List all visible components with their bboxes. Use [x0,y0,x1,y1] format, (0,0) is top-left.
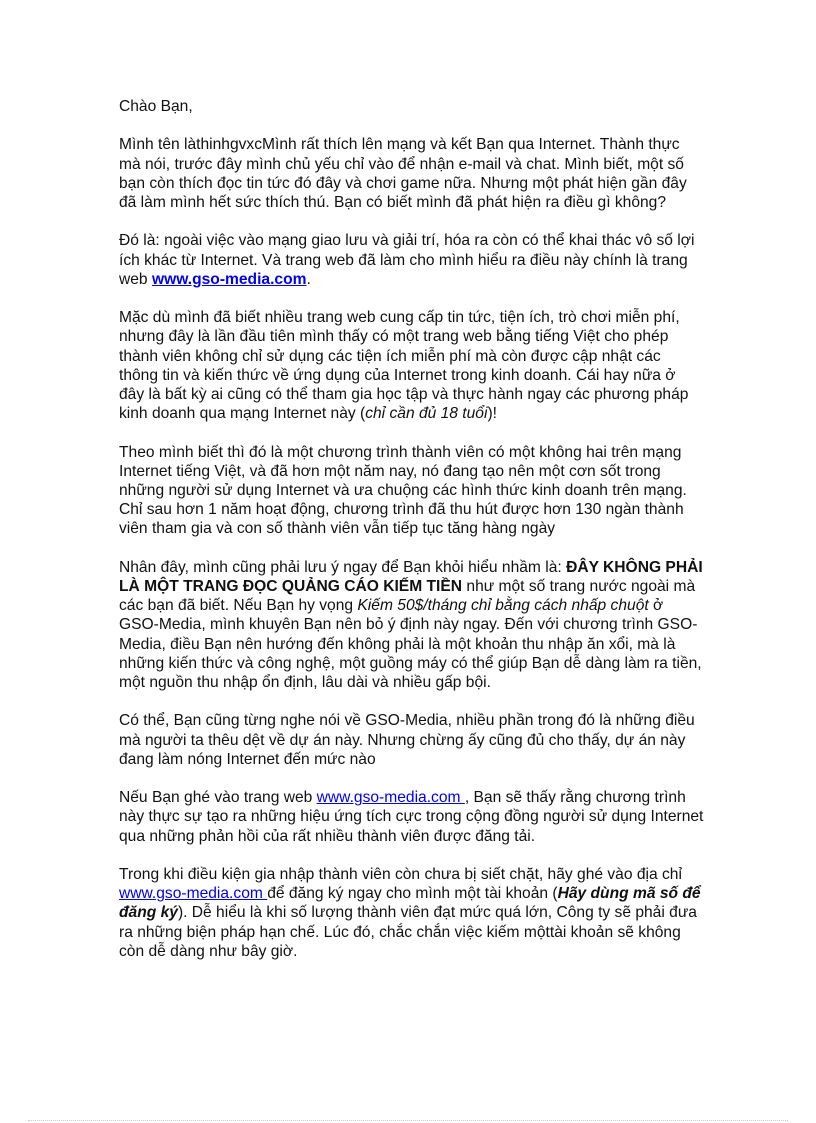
paragraph-warning-text-2: như một số trang nước ngoài mà các bạn đã biết. Nếu Bạn hy vọng [119,578,696,615]
paragraph-features [119,308,704,423]
gso-media-link-2[interactable]: www.gso-media.com [316,789,465,807]
paragraph-visit-text-2: , Bạn sẽ thấy rằng chương trình này thực sự tạo ra những hiệu ứng tích cực trong cộng đồng người sử dụng Internet qua những phản hồi của rất nhiều thành viên được đăng tải. [119,789,704,845]
paragraph-discovery [119,231,704,289]
gso-media-link[interactable]: www.gso-media.com [151,270,307,288]
paragraph-register [119,865,704,961]
age-requirement-note: chỉ cần đủ 18 tuổi [365,405,488,423]
gso-media-link-3[interactable]: www.gso-media.com [119,885,268,903]
paragraph-warning-text-1: Nhân đây, mình cũng phải lưu ý ngay để Bạn khỏi hiểu nhầm là: [119,558,567,576]
paragraph-register-text-3: ). Dễ hiểu là khi số lượng thành viên đạt mức quá lớn, Công ty sẽ phải đưa ra những biện pháp hạn chế. Lúc đó, chắc chắn việc kiếm mộttài khoản sẽ không còn dễ dàng như bây giờ. [119,904,697,960]
paragraph-reputation: Có thể, Bạn cũng từng nghe nói về GSO-Media, nhiều phần trong đó là những điều mà người ta thêu dệt về dự án này. Nhưng chừng ấy cũng đủ cho thấy, dự án này đang làm nóng Internet đến mức nào [119,712,695,768]
paragraph-visit-text-1: Nếu Bạn ghé vào trang web [119,789,317,807]
paragraph-intro: Mình tên làthinhgvxcMình rất thích lên mạng và kết Bạn qua Internet. Thành thực mà nói, trước đây mình chủ yếu chỉ vào để nhận e-mail và chat. Mình biết, một số bạn còn thích đọc tin tức đó đây và chơi game nữa. Nhưng một phát hiện gần đây đã làm mình hết sức thích thú. Bạn có biết mình đã phát hiện ra điều gì không? [119,136,687,211]
paragraph-visit [119,788,704,846]
paragraph-program: Theo mình biết thì đó là một chương trình thành viên có một không hai trên mạng Internet tiếng Việt, và đã hơn một năm nay, nó đang tạo nên một cơn sốt trong những người sử dụng Internet và ưa chuộng các hình thức kinh doanh trên mạng. Chỉ sau hơn 1 năm hoạt động, chương trình đã thu hút được hơn 130 ngàn thành viên tham gia và con số thành viên vẫn tiếp tục tăng hàng ngày [119,443,687,538]
register-code-note: Hãy dùng mã số để đăng ký [119,885,701,922]
paragraph-warning [119,558,704,692]
letter-body [119,97,704,980]
page-bottom-divider [28,1120,788,1121]
paragraph-features-text: Mặc dù mình đã biết nhiều trang web cung cấp tin tức, tiện ích, trò chơi miễn phí, nhưng đây là lần đầu tiên mình thấy có một trang web bằng tiếng Việt cho phép thành viên không chỉ sử dụng các tiện ích miễn phí mà còn được cập nhật các thông tin và kiến thức về ứng dụng của Internet trong kinh doanh. Cái hay nữa ở đây là bất kỳ ai cũng có thể tham gia học tập và thực hành ngay các phương pháp kinh doanh qua mạng Internet này ( [119,309,689,423]
paragraph-register-text-2: để đăng ký ngay cho mình một tài khoản ( [267,885,558,903]
paragraph-register-text-1: Trong khi điều kiện gia nhập thành viên còn chưa bị siết chặt, hãy ghé vào địa chỉ [119,866,682,883]
click-money-quote: Kiếm 50$/tháng chỉ bằng cách nhấp chuột [357,597,649,615]
paragraph-discovery-text: Đó là: ngoài việc vào mạng giao lưu và giải trí, hóa ra còn có thể khai thác vô số lợi ích khác từ Internet. Và trang web đã làm cho mình hiểu ra điều này chính là trang web [119,232,695,288]
paragraph-discovery-end: . [306,270,311,288]
paragraph-warning-text-3: ở GSO-Media, mình khuyên Bạn nên bỏ ý định này ngay. Đến với chương trình GSO-Media, điều Bạn nên hướng đến không phải là một khoản thu nhập ăn xổi, mà là những kiến thức và công nghệ, một guồng máy có thể giúp Bạn dễ dàng làm ra tiền, một nguồn thu nhập ổn định, lâu dài và nhiều gấp bội. [119,597,702,692]
warning-emphasis: ĐÂY KHÔNG PHẢI LÀ MỘT TRANG ĐỌC QUẢNG CÁO KIẾM TIỀN [119,558,703,595]
paragraph-features-end: )! [487,405,497,423]
greeting: Chào Bạn, [119,98,193,115]
